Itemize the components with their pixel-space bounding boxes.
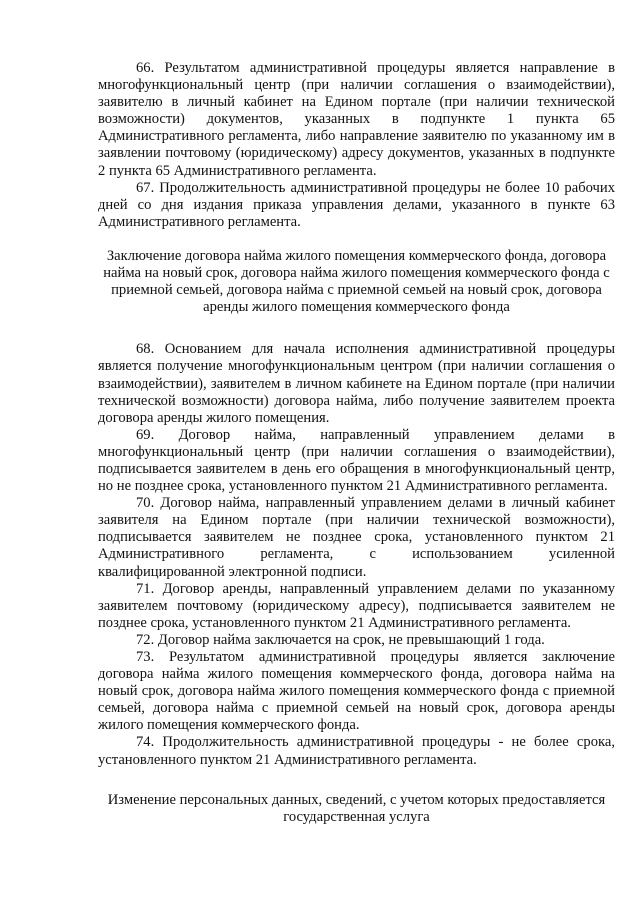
paragraph-69: 69. Договор найма, направленный управлением делами в многофункциональный центр (при наличии соглашения о взаимодействии), подписывается заявителем в день его обращения в многофункциональный центр, но не позднее срока, установленного пунктом 21 Административного регламента. <box>98 426 615 495</box>
paragraph-73: 73. Результатом административной процедуры является заключение договора найма жилого помещения коммерческого фонда, договора найма на новый срок, договора найма жилого помещения коммерческого фонда с приемной семьей, договора найма с приемной семьей на новый срок, договора аренды жилого помещения коммерческого фонда. <box>98 649 615 734</box>
spacer <box>98 769 615 792</box>
paragraph-68: 68. Основанием для начала исполнения административной процедуры является получение многофункциональным центром (при наличии соглашения о взаимодействии), заявителем в личном кабинете на Едином портале (при наличии технической возможности) договора найма, либо получение заявителем проекта договора аренды жилого помещения. <box>98 341 615 426</box>
paragraph-66: 66. Результатом административной процедуры является направление в многофункциональный центр (при наличии соглашения о взаимодействии), заявителю в личный кабинет на Едином портале (при наличии технической возможности) документов, указанных в подпункте 1 пункта 65 Административного регламента, либо направление заявителю по указанному им в заявлении почтовому (юридическому) адресу документов, указанных в подпункте 2 пункта 65 Административного регламента. <box>98 60 615 179</box>
paragraph-70: 70. Договор найма, направленный управлением делами в личный кабинет заявителя на Едином портале (при наличии технической возможности), подписывается заявителем не позднее срока, установленного пунктом 21 Административного регламента, с использованием усиленной квалифицированной электронной подписи. <box>98 495 615 580</box>
paragraph-67: 67. Продолжительность административной процедуры не более 10 рабочих дней со дня издания приказа управления делами, указанного в пункте 63 Административного регламента. <box>98 179 615 230</box>
paragraph-71: 71. Договор аренды, направленный управлением делами по указанному заявителем почтовому (юридическому адресу), подписывается заявителем не позднее срока, установленного пунктом 21 Административного регламента. <box>98 580 615 631</box>
section-heading-contract: Заключение договора найма жилого помещения коммерческого фонда, договора найма на новый срок, договора найма жилого помещения коммерческого фонда с приемной семьей, договора найма с приемной семьей на новый срок, договора аренды жилого помещения коммерческого фонда <box>103 247 610 316</box>
paragraph-72: 72. Договор найма заключается на срок, не превышающий 1 года. <box>136 631 545 648</box>
paragraph-74: 74. Продолжительность административной процедуры - не более срока, установленного пунктом 21 Административного регламента. <box>98 734 615 768</box>
document-page <box>98 60 615 826</box>
section-heading-personal-data: Изменение персональных данных, сведений, с учетом которых предоставляется государственная услуга <box>107 791 606 825</box>
spacer <box>98 316 615 341</box>
spacer <box>98 231 615 248</box>
